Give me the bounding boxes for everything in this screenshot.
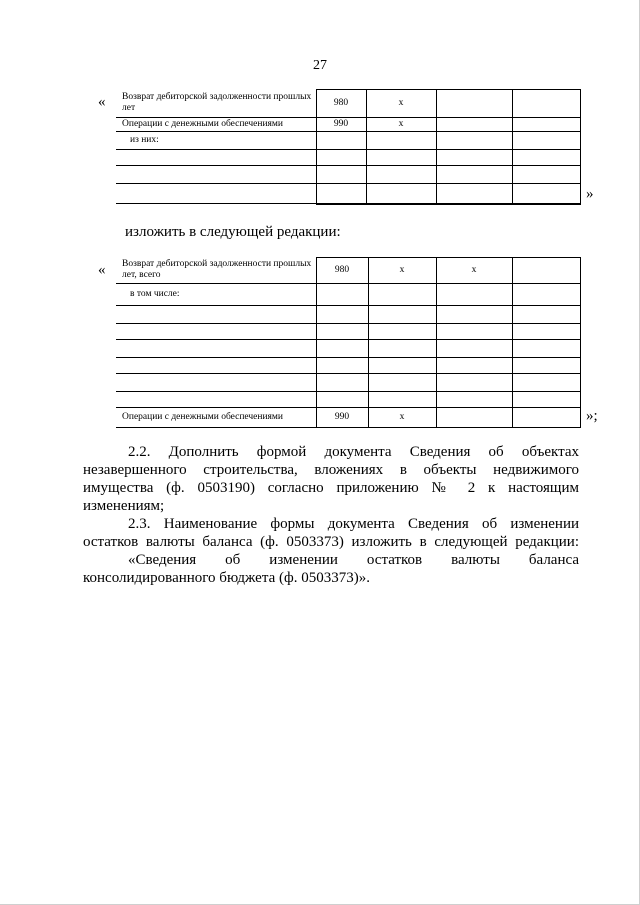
value-cell — [436, 408, 512, 428]
row-code-cell: 980 — [316, 90, 366, 118]
value-cell — [366, 150, 436, 166]
row-label: Возврат дебиторской задолженности прошлых лет, всего — [116, 258, 316, 284]
row-code-cell: 990 — [316, 408, 368, 428]
value-cell: х — [436, 258, 512, 284]
value-cell — [512, 90, 580, 118]
value-cell: х — [368, 408, 436, 428]
open-quote-2: « — [98, 262, 106, 278]
value-cell: х — [368, 258, 436, 284]
value-cell — [512, 184, 580, 204]
table-row — [116, 324, 580, 340]
table-row — [116, 118, 580, 132]
value-cell — [366, 184, 436, 204]
row-code-cell — [316, 150, 366, 166]
value-cell — [512, 374, 580, 392]
value-cell — [436, 166, 512, 184]
value-cell — [436, 90, 512, 118]
table-new-fragment — [116, 257, 581, 428]
para-2-2-line-2: незавершенного строительства, вложениях в объекты недвижимого — [83, 462, 579, 478]
row-label: Операции с денежными обеспечениями — [116, 408, 316, 428]
row-label — [116, 340, 316, 358]
middle-text: изложить в следующей редакции: — [125, 224, 341, 240]
para-2-3-line-3: «Сведения об изменении остатков валюты баланса — [128, 552, 579, 568]
value-cell — [368, 306, 436, 324]
page-number: 27 — [313, 58, 327, 73]
table-row — [116, 340, 580, 358]
value-cell — [512, 150, 580, 166]
value-cell — [436, 324, 512, 340]
para-2-2-line-3: имущества (ф. 0503190) согласно приложению № 2 к настоящим — [83, 480, 579, 496]
value-cell: х — [366, 118, 436, 132]
table-row — [116, 306, 580, 324]
close-quote-1: » — [586, 186, 594, 202]
row-code-cell — [316, 284, 368, 306]
value-cell — [368, 374, 436, 392]
row-code-cell — [316, 358, 368, 374]
row-label — [116, 374, 316, 392]
value-cell — [368, 340, 436, 358]
row-code-cell — [316, 324, 368, 340]
row-label — [116, 166, 316, 184]
value-cell — [368, 358, 436, 374]
row-label — [116, 392, 316, 408]
table-row — [116, 358, 580, 374]
row-label — [116, 324, 316, 340]
value-cell — [366, 166, 436, 184]
value-cell — [512, 340, 580, 358]
row-code-cell: 990 — [316, 118, 366, 132]
value-cell — [436, 358, 512, 374]
value-cell — [512, 408, 580, 428]
value-cell — [436, 284, 512, 306]
value-cell — [436, 118, 512, 132]
value-cell: х — [366, 90, 436, 118]
value-cell — [436, 340, 512, 358]
open-quote-1: « — [98, 94, 106, 110]
table-original-fragment — [116, 89, 581, 205]
value-cell — [512, 258, 580, 284]
table-row — [116, 184, 580, 204]
value-cell — [368, 284, 436, 306]
value-cell — [512, 358, 580, 374]
row-code-cell: 980 — [316, 258, 368, 284]
row-label: Операции с денежными обеспечениями — [116, 118, 316, 132]
row-code-cell — [316, 340, 368, 358]
row-code-cell — [316, 392, 368, 408]
value-cell — [436, 132, 512, 150]
value-cell — [368, 324, 436, 340]
value-cell — [436, 374, 512, 392]
row-code-cell — [316, 374, 368, 392]
para-2-2-line-1: 2.2. Дополнить формой документа Сведения об объектах — [128, 444, 579, 460]
table-row — [116, 166, 580, 184]
table-row — [116, 132, 580, 150]
value-cell — [512, 132, 580, 150]
row-code-cell — [316, 132, 366, 150]
table-row — [116, 284, 580, 306]
row-label — [116, 184, 316, 204]
value-cell — [436, 150, 512, 166]
row-label — [116, 150, 316, 166]
para-2-3-line-1: 2.3. Наименование формы документа Сведения об изменении — [128, 516, 579, 532]
table-row — [116, 408, 580, 428]
value-cell — [512, 324, 580, 340]
close-quote-2: »; — [586, 408, 598, 424]
table-row — [116, 392, 580, 408]
value-cell — [512, 306, 580, 324]
row-label: в том числе: — [116, 284, 316, 306]
row-label: Возврат дебиторской задолженности прошлых лет — [116, 90, 316, 118]
value-cell — [436, 392, 512, 408]
value-cell — [366, 132, 436, 150]
row-label — [116, 358, 316, 374]
row-label: из них: — [116, 132, 316, 150]
table-row — [116, 90, 580, 118]
para-2-3-line-4: консолидированного бюджета (ф. 0503373)». — [83, 570, 370, 586]
table-row — [116, 374, 580, 392]
value-cell — [436, 306, 512, 324]
row-code-cell — [316, 184, 366, 204]
value-cell — [368, 392, 436, 408]
row-code-cell — [316, 166, 366, 184]
table-row — [116, 150, 580, 166]
value-cell — [512, 284, 580, 306]
value-cell — [436, 184, 512, 204]
row-code-cell — [316, 306, 368, 324]
para-2-3-line-2: остатков валюты баланса (ф. 0503373) изложить в следующей редакции: — [83, 534, 579, 550]
para-2-2-line-4: изменениям; — [83, 498, 165, 514]
value-cell — [512, 118, 580, 132]
value-cell — [512, 166, 580, 184]
value-cell — [512, 392, 580, 408]
table-row — [116, 258, 580, 284]
row-label — [116, 306, 316, 324]
